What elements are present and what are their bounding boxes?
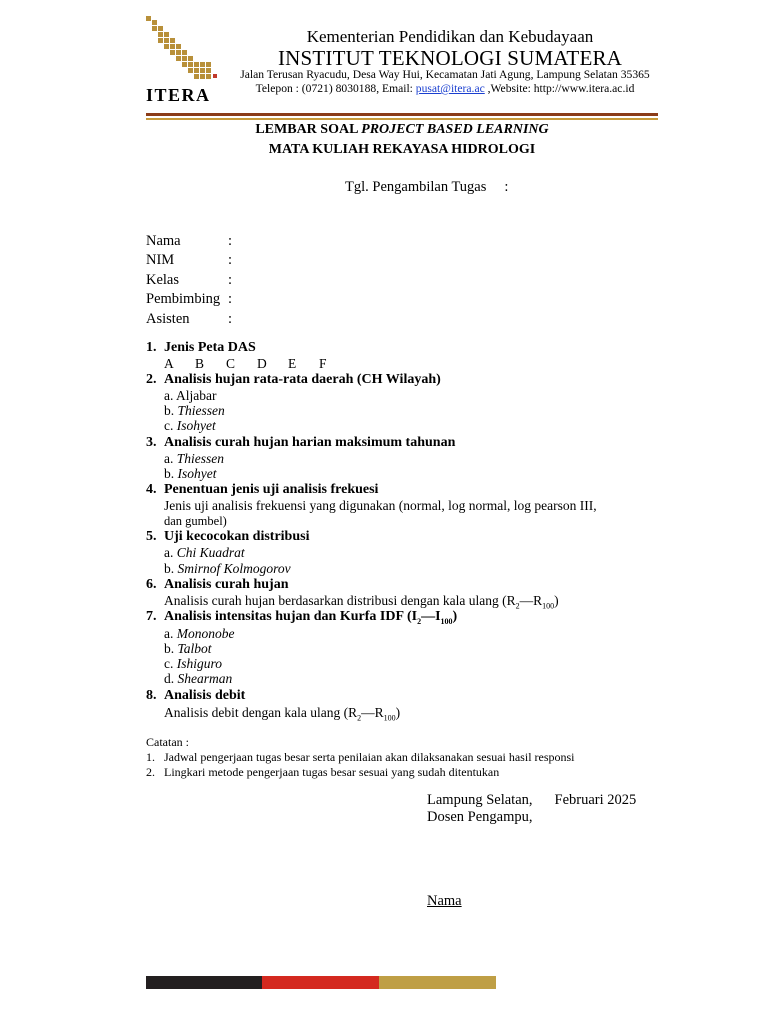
itera-logo-mark [144,14,224,106]
signature-name: Nama [427,893,462,909]
question-8 [146,688,245,704]
option-text: Shearman [177,671,233,686]
question-number: 7. [146,609,157,624]
question-7-option-d[interactable] [164,671,232,687]
question-2-option-c[interactable] [164,418,216,434]
option-marker: b. [164,561,175,576]
option-text: Thiessen [177,403,225,418]
field-label: Pembimbing [146,291,221,307]
header-rule-dark [146,113,658,116]
task-date-field [345,179,508,196]
option-text: Chi Kuadrat [176,545,245,560]
subscript: 2 [357,713,362,723]
task-date-colon: : [504,179,509,195]
question-5-option-b[interactable] [164,561,291,577]
option-text: Mononobe [176,626,235,641]
option-marker: b. [164,403,175,418]
website-text: ,Website: http://www.itera.ac.id [484,82,635,95]
email-link[interactable]: pusat@itera.ac [415,82,485,95]
question-title: Analisis debit [164,688,246,703]
option-b[interactable]: B [195,356,205,371]
option-marker: a. [164,545,174,560]
title-text: Analisis intensitas hujan dan Kurfa IDF (I [164,609,418,624]
question-number: 6. [146,577,157,592]
desc-dash: —R [361,705,384,720]
option-e[interactable]: E [288,356,297,371]
question-5-option-a[interactable] [164,545,245,561]
notes-label: Catatan : [146,735,189,749]
subscript: 2 [417,616,422,626]
header-rule-gold [146,118,658,120]
question-number: 2. [146,372,157,387]
ministry-name: Kementerian Pendidikan dan Kebudayaan [306,27,594,46]
option-text: Smirnof Kolmogorov [177,561,291,576]
note-text: Jadwal pengerjaan tugas besar serta penilaian akan dilaksanakan sesuai hasil responsi [164,750,575,764]
desc-dash: —R [519,593,543,608]
option-marker: a. [164,626,174,641]
institute-name: INSTITUT TEKNOLOGI SUMATERA [277,46,623,70]
question-8-desc [164,705,400,723]
document-title [146,122,658,138]
note-number: 2. [146,765,155,779]
field-label: Asisten [146,311,190,327]
field-colon: : [228,233,233,249]
title-prefix: LEMBAR SOAL [255,122,362,137]
field-nim [146,252,232,269]
field-colon: : [228,311,233,327]
footer-bar-red [262,976,379,989]
option-text: Ishiguro [176,656,223,671]
question-7-option-b[interactable] [164,641,212,657]
question-title: Uji kecocokan distribusi [164,529,310,544]
title-suffix: ) [452,609,458,624]
title-italic: PROJECT BASED LEARNING [361,122,549,137]
question-title: Analisis hujan rata-rata daerah (CH Wilayah) [164,372,441,387]
field-label: NIM [146,252,175,268]
note-text: Lingkari metode pengerjaan tugas besar sesuai yang sudah ditentukan [164,765,500,779]
question-title: Analisis curah hujan harian maksimum tahunan [164,435,456,450]
institute-address: Jalan Terusan Ryacudu, Desa Way Hui, Kecamatan Jati Agung, Lampung Selatan 35365 [240,68,650,81]
question-1-options [164,356,350,372]
field-asisten [146,311,232,328]
field-pembimbing [146,291,232,308]
question-6 [146,577,288,593]
option-f[interactable]: F [319,356,327,371]
option-marker: d. [164,671,175,686]
option-marker: a. [164,388,174,403]
phone-text: Telepon : (0721) 8030188, Email: [255,82,416,95]
desc-suffix: ) [395,705,401,720]
logo-text: ITERA [146,85,211,105]
option-text: Isohyet [177,466,217,481]
question-number: 1. [146,340,157,355]
subscript: 100 [542,601,555,611]
itera-logo [144,14,224,106]
option-a[interactable]: A [164,356,174,371]
question-number: 3. [146,435,157,450]
course-title: MATA KULIAH REKAYASA HIDROLOGI [268,142,536,157]
field-kelas [146,272,232,289]
task-date-label: Tgl. Pengambilan Tugas [345,179,487,195]
question-5 [146,529,309,545]
signature-place: Lampung Selatan, [427,792,533,808]
question-title [164,609,457,624]
question-7-option-a[interactable] [164,626,235,642]
question-title: Analisis curah hujan [164,577,289,592]
footer-bar-gold [379,976,496,989]
question-3-option-b[interactable] [164,466,216,482]
question-2-option-b[interactable] [164,403,225,419]
field-nama [146,233,232,250]
field-label: Kelas [146,272,180,288]
signature-role: Dosen Pengampu, [427,809,533,825]
question-7 [146,609,457,626]
option-marker: c. [164,418,174,433]
question-4-desc: Jenis uji analisis frekuensi yang digunakan (normal, log normal, log pearson III, [164,498,597,513]
option-marker: a. [164,451,174,466]
note-2 [146,765,499,780]
option-c[interactable]: C [226,356,236,371]
question-1 [146,340,256,356]
option-text: Isohyet [176,418,216,433]
question-4 [146,482,378,498]
option-text: Aljabar [176,388,217,403]
note-1 [146,750,575,765]
option-d[interactable]: D [257,356,267,371]
question-2-option-a[interactable] [164,388,217,404]
question-3-option-a[interactable] [164,451,224,467]
field-colon: : [228,272,233,288]
question-3 [146,435,455,451]
institute-contact [230,82,660,95]
question-7-option-c[interactable] [164,656,222,672]
question-number: 4. [146,482,157,497]
signature-place-date [427,792,636,809]
field-colon: : [228,252,233,268]
subscript: 100 [440,616,453,626]
signature-date: Februari 2025 [554,792,637,808]
question-title: Penentuan jenis uji analisis frekuesi [164,482,379,497]
field-colon: : [228,291,233,307]
subscript: 2 [515,601,520,611]
note-number: 1. [146,750,155,764]
option-text: Thiessen [176,451,224,466]
option-text: Talbot [177,641,212,656]
option-marker: c. [164,656,174,671]
desc-text: Analisis curah hujan berdasarkan distribusi dengan kala ulang (R [164,593,516,608]
question-number: 8. [146,688,157,703]
footer-bar-black [146,976,262,989]
title-dash: —I [421,609,441,624]
subscript: 100 [383,713,396,723]
question-2 [146,372,441,388]
field-label: Nama [146,233,181,249]
question-number: 5. [146,529,157,544]
desc-suffix: ) [554,593,559,608]
option-marker: b. [164,641,175,656]
desc-text: Analisis debit dengan kala ulang (R [164,705,358,720]
question-title: Jenis Peta DAS [164,340,256,355]
question-4-desc-cont: dan gumbel) [164,514,227,528]
option-marker: b. [164,466,175,481]
